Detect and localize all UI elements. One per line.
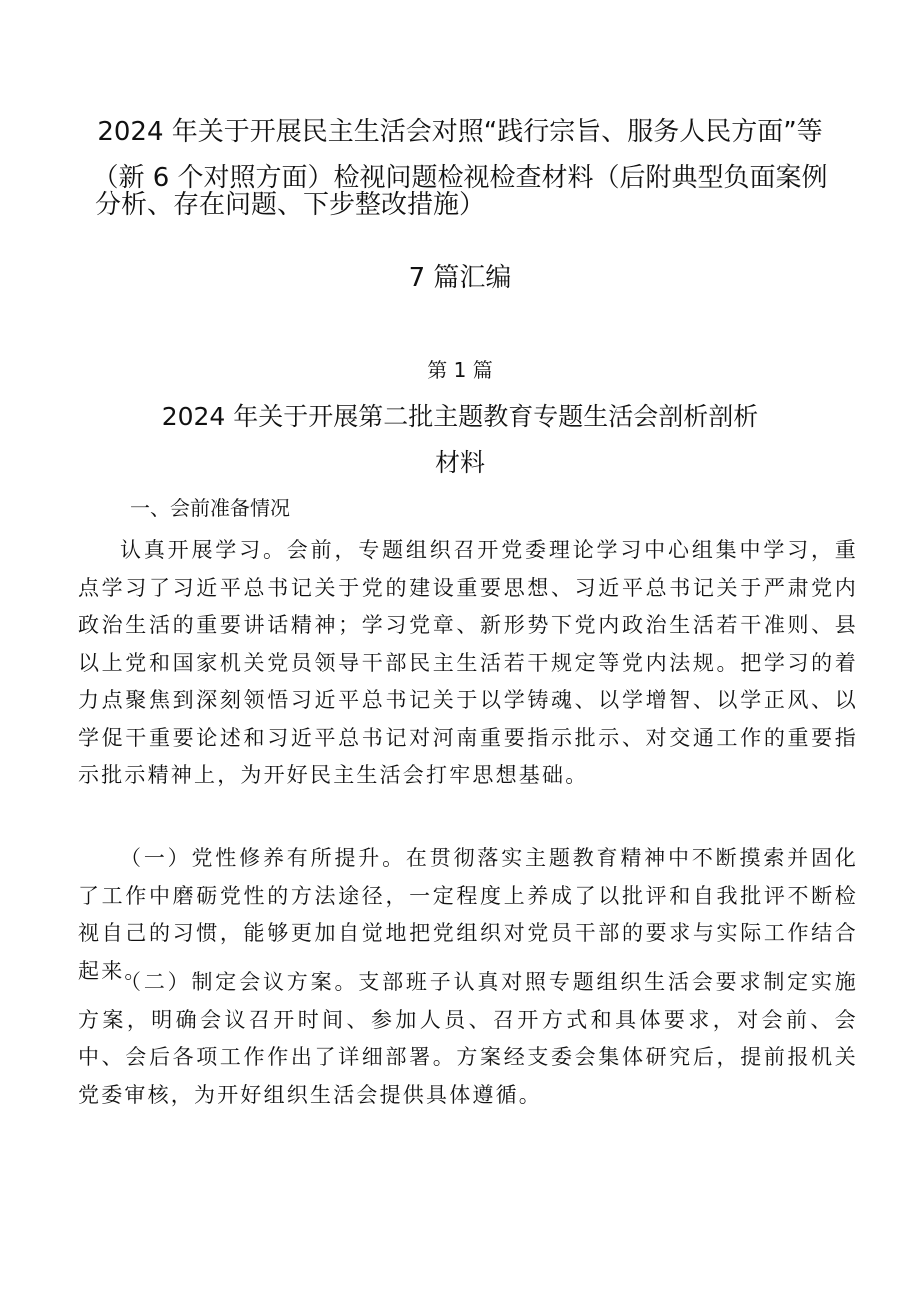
body-paragraph-3: （二）制定会议方案。支部班子认真对照专题组织生活会要求制定实施方案，明确会议召开时间、参加人员、召开方式和具体要求，对会前、会中、会后各项工作作出了详细部署。方案经支委会集体研究后，提前报机关党委审核，为开好组织生活会提供具体遵循。 (78, 970, 858, 1107)
document-title-line-2: （新 6 个对照方面）检视问题检视检查材料（后附典型负面案例 (92, 163, 828, 193)
body-paragraph-2: （一）党性修养有所提升。在贯彻落实主题教育精神中不断摸索并固化了工作中磨砺党性的方法途径，一定程度上养成了以批评和自我批评不断检视自己的习惯，能够更加自觉地把党组织对党员干部的要求与实际工作结合起来。 (78, 846, 858, 983)
document-title-line-1: 2024 年关于开展民主生活会对照“践行宗旨、服务人民方面”等 (97, 117, 823, 147)
body-paragraph-1: 认真开展学习。会前，专题组织召开党委理论学习中心组集中学习，重点学习了习近平总书记关于党的建设重要思想、习近平总书记关于严肃党内政治生活的重要讲话精神；学习党章、新形势下党内政治生活若干准则、县以上党和国家机关党员领导干部民主生活若干规定等党内法规。把学习的着力点聚焦到深刻领悟习近平总书记关于以学铸魂、以学增智、以学正风、以学促干重要论述和习近平总书记对河南重要指示批示、对交通工作的重要指示批示精神上，为开好民主生活会打牢思想基础。 (78, 538, 858, 787)
section-heading: 一、会前准备情况 (130, 496, 290, 520)
document-title-line-3: 分析、存在问题、下步整改措施） (95, 190, 486, 220)
document-title-line-4: 7 篇汇编 (408, 263, 512, 293)
chapter-title-line-2: 材料 (434, 448, 485, 477)
chapter-title-line-1: 2024 年关于开展第二批主题教育专题生活会剖析剖析 (161, 402, 759, 431)
chapter-label: 第 1 篇 (427, 358, 493, 382)
